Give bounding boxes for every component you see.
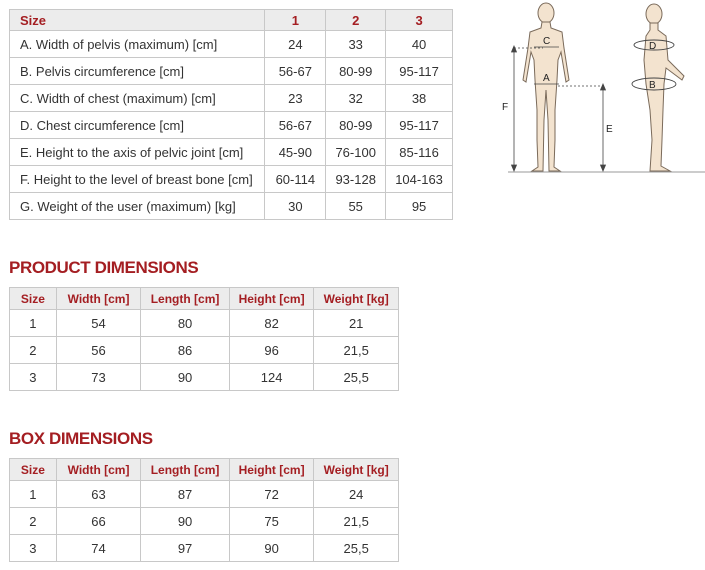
table-cell: 45-90 xyxy=(265,139,326,166)
table-cell: 86 xyxy=(141,337,230,364)
length-header: Length [cm] xyxy=(141,459,230,481)
table-cell: 3 xyxy=(10,535,57,562)
table-cell: 38 xyxy=(386,85,453,112)
label-c: C xyxy=(543,36,551,47)
table-row xyxy=(10,139,453,166)
table-cell: 40 xyxy=(386,31,453,58)
body-measurement-diagram xyxy=(498,0,705,178)
e-arrow-bottom xyxy=(601,165,606,171)
table-cell: 21,5 xyxy=(314,337,399,364)
product-dimensions-table xyxy=(9,287,399,391)
table-cell: 25,5 xyxy=(314,535,399,562)
table-cell: 96 xyxy=(229,337,314,364)
side-figure-head xyxy=(646,4,662,24)
table-cell: 80-99 xyxy=(326,58,386,85)
table-cell: 85-116 xyxy=(386,139,453,166)
table-cell: 74 xyxy=(56,535,141,562)
size-header: Size xyxy=(10,10,265,31)
table-cell: 80 xyxy=(141,310,230,337)
table-cell: 124 xyxy=(229,364,314,391)
table-cell: 32 xyxy=(326,85,386,112)
table-cell: 24 xyxy=(265,31,326,58)
table-cell: 54 xyxy=(56,310,141,337)
table-cell: 25,5 xyxy=(314,364,399,391)
table-cell: 56 xyxy=(56,337,141,364)
table-cell: 66 xyxy=(56,508,141,535)
product-dimensions-title: PRODUCT DIMENSIONS xyxy=(9,258,199,277)
f-arrow-bottom xyxy=(512,165,517,171)
measurement-label: B. Pelvis circumference [cm] xyxy=(10,58,265,85)
label-a: A xyxy=(543,73,550,84)
table-cell: 97 xyxy=(141,535,230,562)
table-cell: 2 xyxy=(10,337,57,364)
weight-header: Weight [kg] xyxy=(314,459,399,481)
table-row xyxy=(10,337,399,364)
size-header: Size xyxy=(10,288,57,310)
user-measurements-table xyxy=(9,9,453,220)
table-cell: 95 xyxy=(386,193,453,220)
table-cell: 1 xyxy=(10,310,57,337)
table-row xyxy=(10,481,399,508)
table-header-row xyxy=(10,10,453,31)
length-header: Length [cm] xyxy=(141,288,230,310)
table-row xyxy=(10,535,399,562)
size-2-header: 2 xyxy=(326,10,386,31)
box-dimensions-title: BOX DIMENSIONS xyxy=(9,429,153,448)
table-row xyxy=(10,193,453,220)
e-arrow-top xyxy=(601,84,606,90)
table-cell: 1 xyxy=(10,481,57,508)
table-row xyxy=(10,58,453,85)
table-row xyxy=(10,112,453,139)
table-cell: 93-128 xyxy=(326,166,386,193)
measurement-label: C. Width of chest (maximum) [cm] xyxy=(10,85,265,112)
measurement-label: G. Weight of the user (maximum) [kg] xyxy=(10,193,265,220)
table-row xyxy=(10,85,453,112)
table-cell: 55 xyxy=(326,193,386,220)
width-header: Width [cm] xyxy=(56,459,141,481)
table-cell: 90 xyxy=(229,535,314,562)
label-b: B xyxy=(649,80,656,91)
table-cell: 24 xyxy=(314,481,399,508)
table-cell: 95-117 xyxy=(386,58,453,85)
table-cell: 104-163 xyxy=(386,166,453,193)
size-header: Size xyxy=(10,459,57,481)
measurement-label: D. Chest circumference [cm] xyxy=(10,112,265,139)
front-figure-head xyxy=(538,3,554,23)
table-cell: 73 xyxy=(56,364,141,391)
f-arrow-top xyxy=(512,46,517,52)
table-cell: 21 xyxy=(314,310,399,337)
table-cell: 56-67 xyxy=(265,112,326,139)
measurement-label: E. Height to the axis of pelvic joint [cm] xyxy=(10,139,265,166)
table-cell: 60-114 xyxy=(265,166,326,193)
height-header: Height [cm] xyxy=(229,288,314,310)
weight-header: Weight [kg] xyxy=(314,288,399,310)
table-cell: 3 xyxy=(10,364,57,391)
table-cell: 80-99 xyxy=(326,112,386,139)
table-cell: 75 xyxy=(229,508,314,535)
table-cell: 76-100 xyxy=(326,139,386,166)
measurement-label: F. Height to the level of breast bone [cm] xyxy=(10,166,265,193)
measurement-label: A. Width of pelvis (maximum) [cm] xyxy=(10,31,265,58)
size-1-header: 1 xyxy=(265,10,326,31)
size-3-header: 3 xyxy=(386,10,453,31)
label-e: E xyxy=(606,124,613,135)
table-cell: 63 xyxy=(56,481,141,508)
table-cell: 56-67 xyxy=(265,58,326,85)
table-cell: 30 xyxy=(265,193,326,220)
table-row xyxy=(10,310,399,337)
table-cell: 87 xyxy=(141,481,230,508)
table-cell: 90 xyxy=(141,364,230,391)
table-row xyxy=(10,364,399,391)
height-header: Height [cm] xyxy=(229,459,314,481)
width-header: Width [cm] xyxy=(56,288,141,310)
table-header-row xyxy=(10,288,399,310)
table-row xyxy=(10,31,453,58)
table-cell: 82 xyxy=(229,310,314,337)
table-row xyxy=(10,166,453,193)
table-cell: 72 xyxy=(229,481,314,508)
table-cell: 21,5 xyxy=(314,508,399,535)
table-cell: 2 xyxy=(10,508,57,535)
table-cell: 95-117 xyxy=(386,112,453,139)
table-cell: 23 xyxy=(265,85,326,112)
label-d: D xyxy=(649,41,657,52)
table-cell: 33 xyxy=(326,31,386,58)
label-f: F xyxy=(502,102,509,113)
table-header-row xyxy=(10,459,399,481)
table-cell: 90 xyxy=(141,508,230,535)
box-dimensions-table xyxy=(9,458,399,562)
table-row xyxy=(10,508,399,535)
